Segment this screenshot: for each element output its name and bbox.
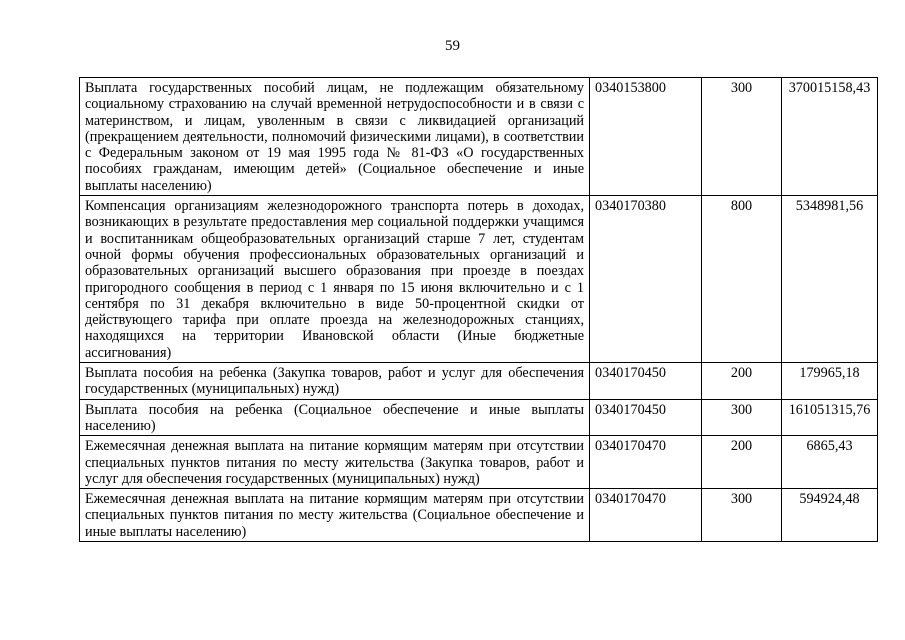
row-description: Компенсация организациям железнодорожного транспорта потерь в доходах, возникающих в результате предоставления мер социальной поддержки учащимся и воспитанникам общеобразовательных организаций старше 7 лет, студентам очной формы обучения профессиональных образовательных организаций и образовательных организаций высшего образования при проезде в поездах пригородного сообщения в период с 1 января по 15 июня включительно и с 1 сентября по 31 декабря включительно в виде 50-процентной скидки от действующего тарифа при оплате проезда на железнодорожных станциях, находящихся на территории Ивановской области (Иные бюджетные ассигнования) [80, 196, 590, 363]
table-row [80, 78, 878, 196]
row-description: Выплата пособия на ребенка (Закупка товаров, работ и услуг для обеспечения государственных (муниципальных) нужд) [80, 363, 590, 400]
table-row [80, 489, 878, 542]
table-row [80, 399, 878, 436]
table-row [80, 363, 878, 400]
row-target-code: 0340170470 [590, 489, 702, 542]
row-description: Выплата пособия на ребенка (Социальное обеспечение и иные выплаты населению) [80, 399, 590, 436]
row-description: Ежемесячная денежная выплата на питание кормящим матерям при отсутствии специальных пунктов питания по месту жительства (Социальное обеспечение и иные выплаты населению) [80, 489, 590, 542]
table-row [80, 436, 878, 489]
table-row [80, 196, 878, 363]
row-expense-type: 300 [702, 399, 782, 436]
row-amount: 370015158,43 [782, 78, 878, 196]
row-expense-type: 200 [702, 436, 782, 489]
row-description: Ежемесячная денежная выплата на питание кормящим матерям при отсутствии специальных пунктов питания по месту жительства (Закупка товаров, работ и услуг для обеспечения государственных (муниципальных) нужд) [80, 436, 590, 489]
row-target-code: 0340170450 [590, 399, 702, 436]
row-expense-type: 300 [702, 78, 782, 196]
row-description: Выплата государственных пособий лицам, не подлежащим обязательному социальному страхованию на случай временной нетрудоспособности и в связи с материнством, и лицам, уволенным в связи с ликвидацией организаций (прекращением деятельности, полномочий физическими лицами), в соответствии с Федеральным законом от 19 мая 1995 года № 81-ФЗ «О государственных пособиях гражданам, имеющим детей» (Социальное обеспечение и иные выплаты населению) [80, 78, 590, 196]
row-target-code: 0340170450 [590, 363, 702, 400]
row-expense-type: 300 [702, 489, 782, 542]
budget-table [79, 77, 878, 542]
row-amount: 161051315,76 [782, 399, 878, 436]
row-target-code: 0340170470 [590, 436, 702, 489]
page-number: 59 [445, 38, 460, 54]
row-expense-type: 200 [702, 363, 782, 400]
row-target-code: 0340153800 [590, 78, 702, 196]
row-amount: 5348981,56 [782, 196, 878, 363]
row-amount: 6865,43 [782, 436, 878, 489]
row-target-code: 0340170380 [590, 196, 702, 363]
row-amount: 179965,18 [782, 363, 878, 400]
row-expense-type: 800 [702, 196, 782, 363]
row-amount: 594924,48 [782, 489, 878, 542]
